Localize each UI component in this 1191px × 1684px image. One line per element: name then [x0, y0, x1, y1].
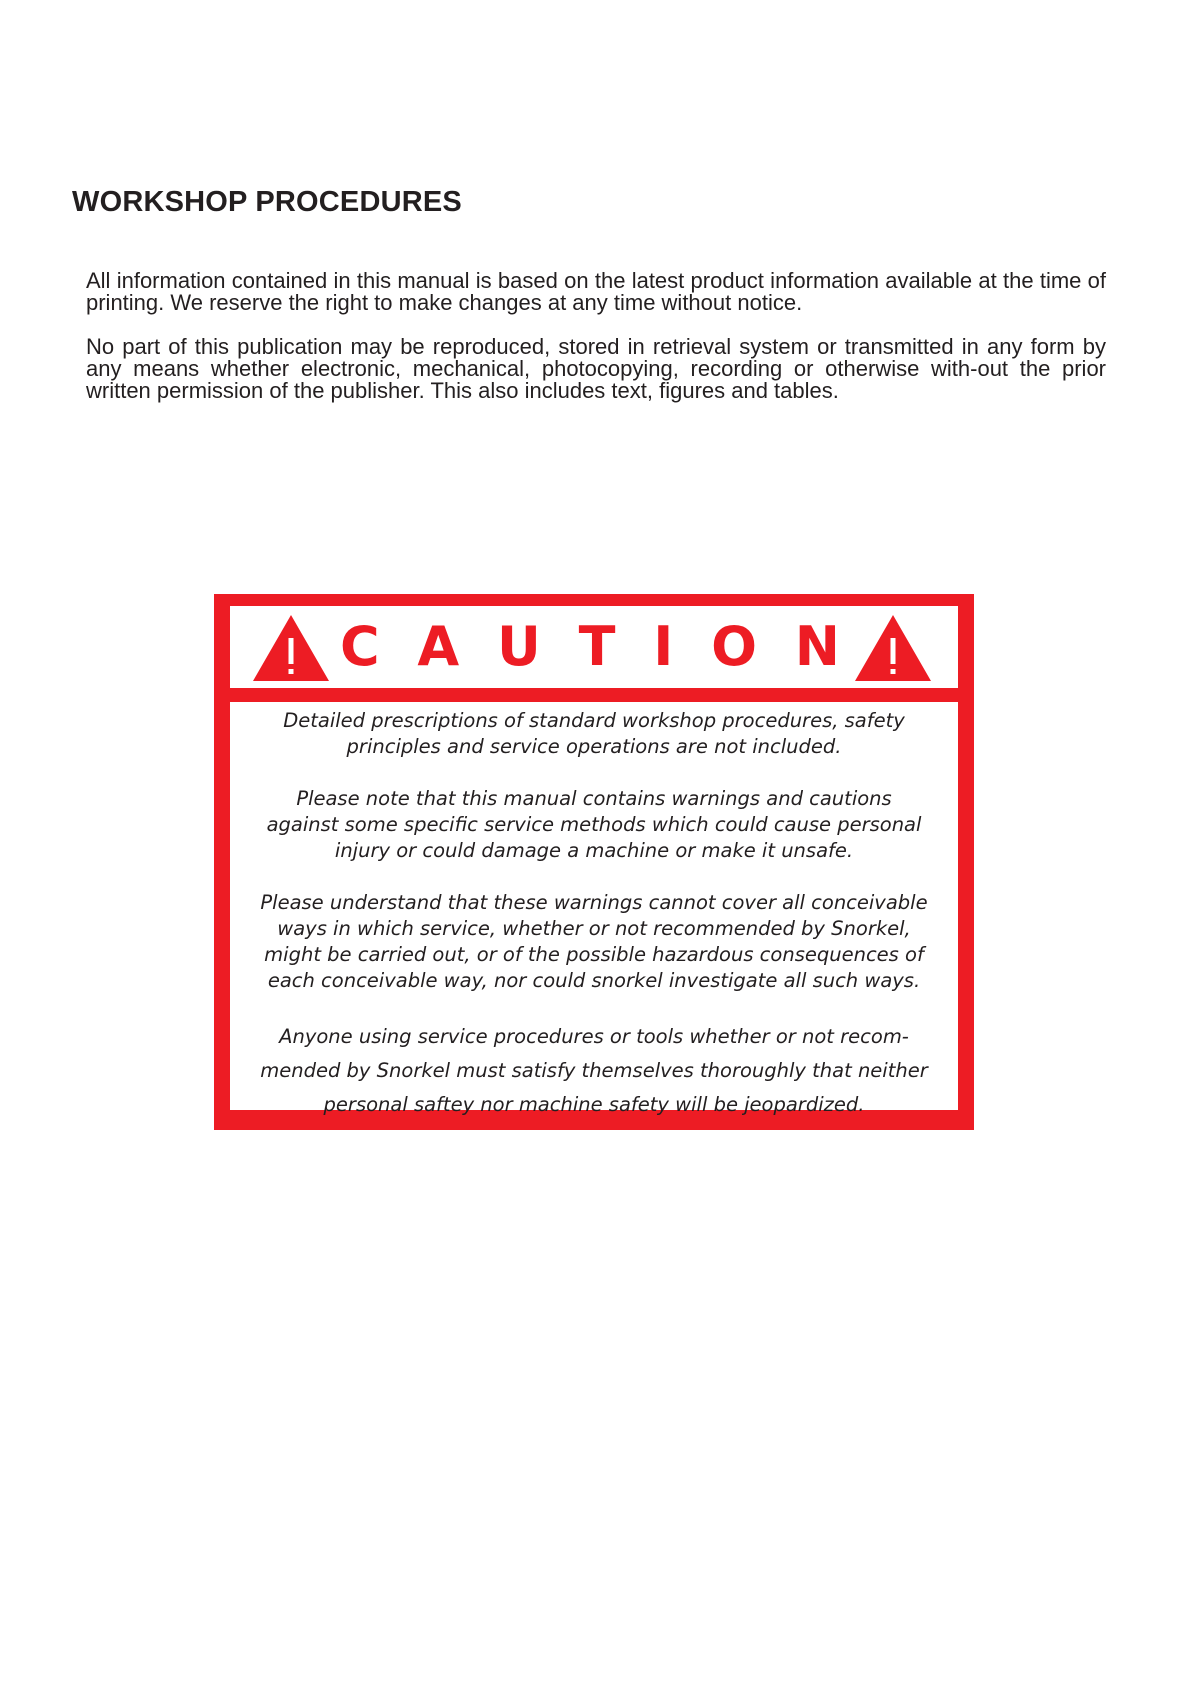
- caution-paragraph: Detailed prescriptions of standard workshop procedures, safety principles and service operations are not included.: [283, 709, 905, 758]
- caution-header: [230, 606, 958, 688]
- caution-box: [214, 594, 974, 1130]
- intro-text: [86, 270, 1106, 424]
- caution-letter: C: [340, 615, 380, 678]
- caution-letter: N: [794, 615, 840, 678]
- warning-triangle-icon: [854, 614, 932, 682]
- caution-letter: I: [653, 615, 674, 678]
- caution-letter: A: [417, 615, 460, 678]
- intro-paragraph: No part of this publication may be reproduced, stored in retrieval system or transmitted in any form by any means whether electronic, mechanical, photocopying, recording or otherwise with-out the prior written permission of the publisher. This also includes text, figures and tables.: [86, 334, 1106, 403]
- caution-body: [230, 702, 958, 1116]
- warning-triangle-icon: [252, 614, 330, 682]
- caution-paragraph: Anyone using service procedures or tools whether or not recom- mended by Snorkel must satisfy themselves thoroughly that neither personal saftey nor machine safety will be jeopardized.: [260, 1025, 928, 1116]
- page-title: WORKSHOP PROCEDURES: [72, 186, 462, 218]
- caution-paragraph: Please understand that these warnings cannot cover all conceivable ways in which service, whether or not recommended by Snorkel, might be carried out, or of the possible hazardous consequences of each conceivable way, nor could snorkel investigate all such ways.: [260, 891, 928, 992]
- caution-letter: T: [578, 615, 616, 678]
- caution-heading: [340, 606, 840, 688]
- caution-letter: U: [496, 615, 541, 678]
- intro-paragraph: All information contained in this manual is based on the latest product information available at the time of printing. We reserve the right to make changes at any time without notice.: [86, 268, 1106, 315]
- caution-letter: O: [711, 615, 757, 678]
- caution-paragraph: Please note that this manual contains warnings and cautions against some specific service methods which could cause personal injury or could damage a machine or make it unsafe.: [266, 787, 922, 862]
